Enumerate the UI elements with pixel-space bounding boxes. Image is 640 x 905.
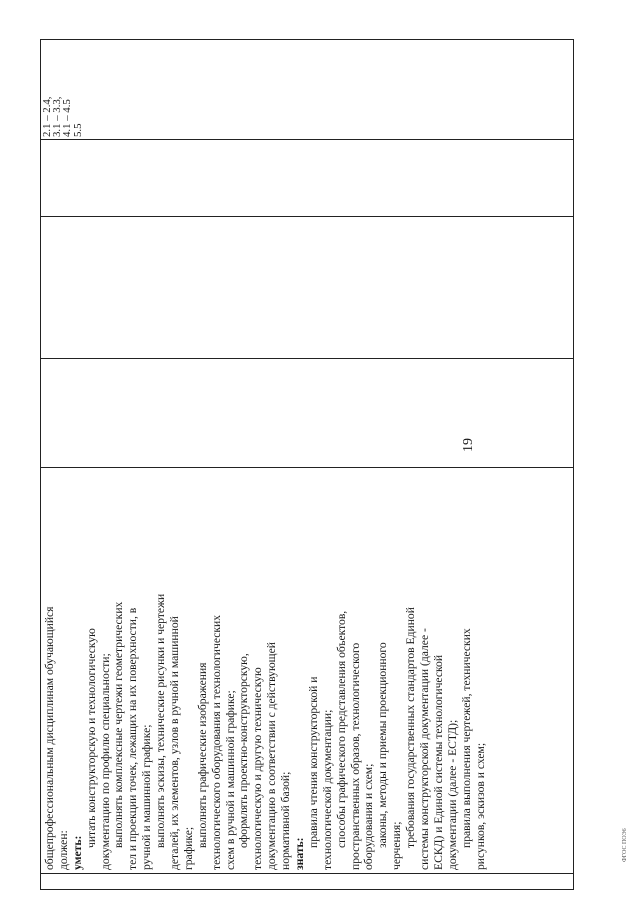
requirement-line: черчения; <box>390 821 404 870</box>
requirement-line: должен: <box>56 830 70 870</box>
competency-table <box>40 39 574 890</box>
requirement-line: ЕСКД) и Единой системы технологической <box>431 654 445 870</box>
requirement-line: технологическую и другую техническую <box>251 667 265 870</box>
empty-cell-hours-max <box>41 359 574 468</box>
requirement-line: законы, методы и приемы проекционного <box>376 642 390 848</box>
empty-cell-discipline <box>41 140 574 217</box>
requirement-line: технологической документации; <box>320 709 334 870</box>
requirement-line: правила чтения конструкторской и <box>306 676 320 848</box>
competency-code-line: 3.1 – 3.3, <box>51 96 64 137</box>
requirements-text <box>41 468 488 873</box>
competency-codes <box>41 40 83 139</box>
requirement-line: тел и проекции точек, лежащих на их поверхности, в <box>126 607 140 870</box>
requirement-line: общепрофессиональным дисциплинам обучающийся <box>43 606 56 870</box>
competency-code-line: 5.5 <box>71 123 84 137</box>
requirement-line: оформлять проектно-конструкторскую, <box>237 653 251 848</box>
rotated-page-content <box>40 40 574 890</box>
requirement-line: требования государственных стандартов Единой <box>404 607 418 848</box>
requirement-line: графике; <box>181 826 195 870</box>
competency-code-line: 4.1 – 4.5 <box>61 99 74 137</box>
table-row <box>41 40 574 890</box>
requirement-line: документацию по профилю специальности; <box>98 653 112 870</box>
requirement-line: выполнять эскизы, технические рисунки и чертежи <box>154 593 168 848</box>
requirement-line: документацию в соответствии с действующей <box>265 642 279 870</box>
requirement-line: рисунков, эскизов и схем; <box>473 742 487 870</box>
requirement-line: способы графического представления объектов, <box>334 610 348 848</box>
requirement-line: деталей, их элементов, узлов в ручной и машинной <box>168 616 182 870</box>
requirement-line: читать конструкторскую и технологическую <box>84 628 98 848</box>
empty-cell-hours-required <box>41 217 574 359</box>
requirement-line: выполнять комплексные чертежи геометрических <box>112 601 126 848</box>
page-number: 19 <box>461 438 476 452</box>
requirements-cell <box>41 468 574 874</box>
requirement-line: правила выполнения чертежей, технических <box>459 628 473 848</box>
index-cell <box>41 874 574 890</box>
requirement-line: знать: <box>293 837 307 870</box>
requirement-line: схем в ручной и машинной графике; <box>223 690 237 870</box>
competency-code-line: 2.1 – 2.4, <box>41 96 53 137</box>
requirement-line: выполнять графические изображения <box>195 662 209 848</box>
requirement-line: уметь: <box>70 835 84 870</box>
requirement-line: пространственных образов, технологического <box>348 642 362 870</box>
requirement-line: документации (далее - ЕСТД); <box>445 719 459 870</box>
requirement-line: технологического оборудования и технологических <box>209 614 223 870</box>
requirement-line: нормативной базой; <box>279 771 293 870</box>
requirement-line: оборудования и схем; <box>362 763 376 870</box>
requirement-line: ручной и машинной графике; <box>140 724 154 870</box>
footer-mark: ФГОС ПОЭ6 <box>622 828 628 862</box>
requirement-line: системы конструкторской документации (далее - <box>418 628 432 870</box>
competency-codes-cell <box>41 40 574 140</box>
